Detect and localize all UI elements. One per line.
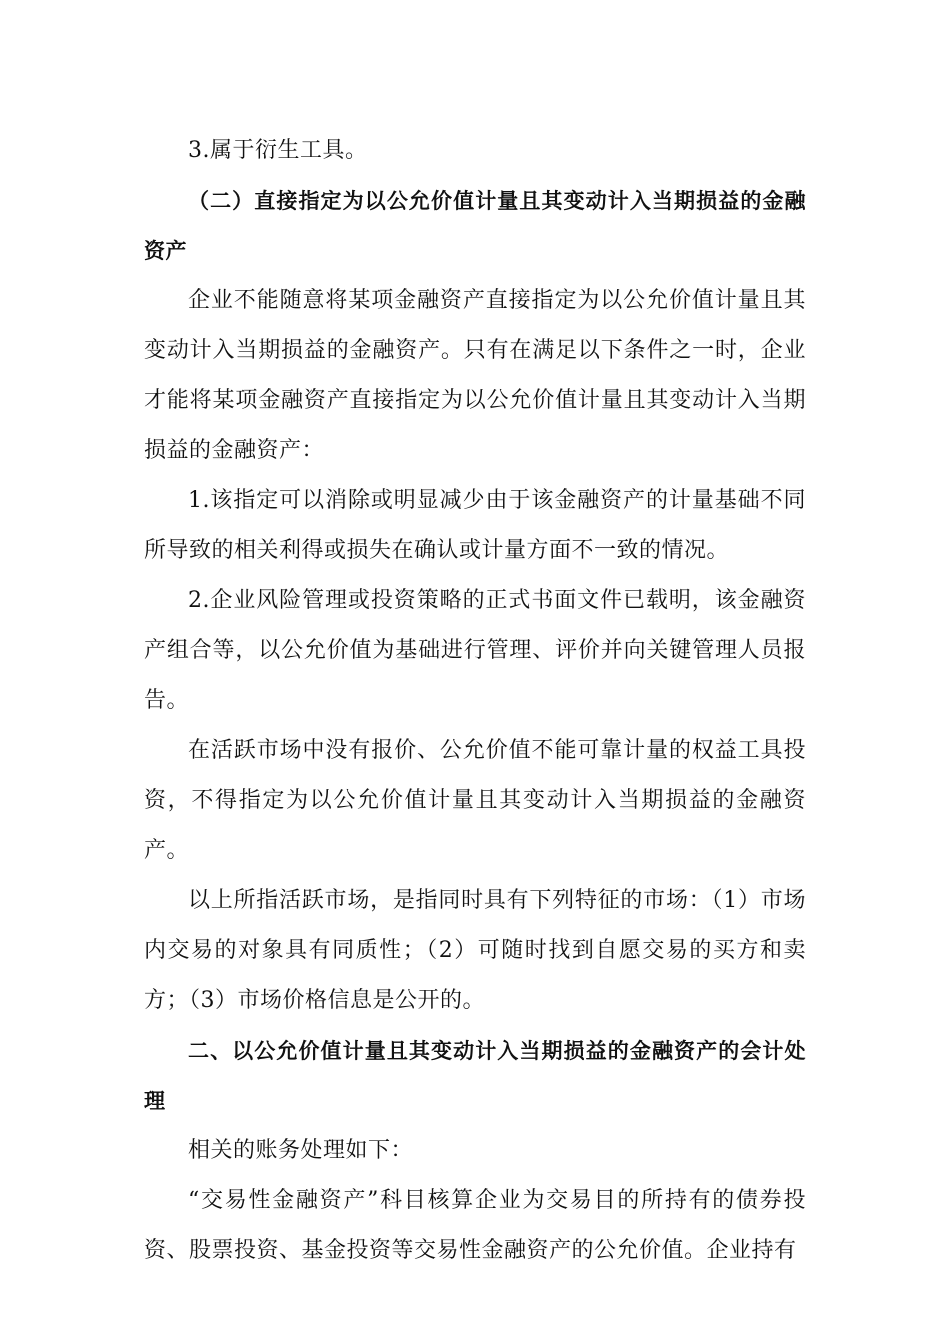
- document-page: [144, 126, 806, 1276]
- paragraph-active-market-definition: 以上所指活跃市场，是指同时具有下列特征的市场：（1）市场内交易的对象具有同质性；（2）可随时找到自愿交易的买方和卖方；（3）市场价格信息是公开的。: [144, 888, 806, 1013]
- paragraph-trading-account: “交易性金融资产”科目核算企业为交易目的所持有的债券投资、股票投资、基金投资等交易性金融资产的公允价值。企业持有: [144, 1188, 806, 1263]
- paragraph-condition-1: 1.该指定可以消除或明显减少由于该金融资产的计量基础不同所导致的相关利得或损失在确认或计量方面不一致的情况。: [144, 488, 806, 563]
- paragraph-active-market-restriction: 在活跃市场中没有报价、公允价值不能可靠计量的权益工具投资，不得指定为以公允价值计量且其变动计入当期损益的金融资产。: [144, 738, 806, 863]
- section-heading-designated-fvtpl: （二）直接指定为以公允价值计量且其变动计入当期损益的金融资产: [144, 189, 806, 263]
- paragraph-condition-2: 2.企业风险管理或投资策略的正式书面文件已载明，该金融资产组合等，以公允价值为基础进行管理、评价并向关键管理人员报告。: [144, 588, 806, 713]
- section-heading-accounting-treatment: 二、以公允价值计量且其变动计入当期损益的金融资产的会计处理: [144, 1039, 806, 1113]
- paragraph-designation-conditions: 企业不能随意将某项金融资产直接指定为以公允价值计量且其变动计入当期损益的金融资产。只有在满足以下条件之一时，企业才能将某项金融资产直接指定为以公允价值计量且其变动计入当期损益的金融资产：: [144, 288, 806, 463]
- paragraph-entries-intro: 相关的账务处理如下：: [188, 1138, 414, 1163]
- paragraph-item-3: 3.属于衍生工具。: [188, 138, 368, 163]
